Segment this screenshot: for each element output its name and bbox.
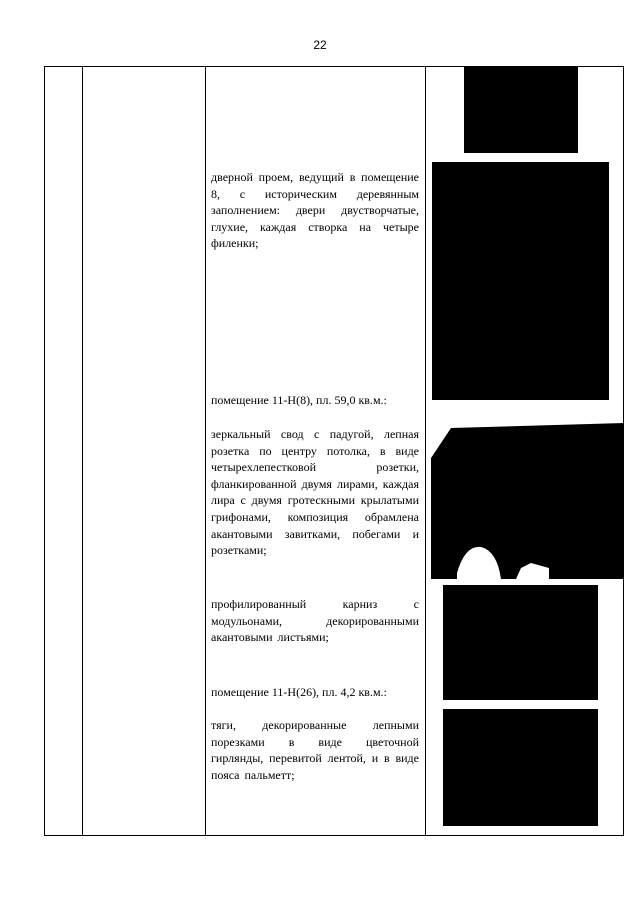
entry-doorway: дверной проем, ведущий в помещение 8, с историческим деревянным заполнением: двери двустворчатые, глухие, каждая створка на четыре филенки;: [211, 170, 419, 251]
entry-room-11n26: помещение 11-Н(26), пл. 4,2 кв.м.:: [211, 685, 387, 699]
column-divider-1: [82, 66, 83, 836]
photo-redacted-2: [432, 162, 609, 400]
entry-room-11n8: помещение 11-Н(8), пл. 59,0 кв.м.:: [211, 393, 387, 407]
column-divider-2: [205, 66, 206, 836]
photo-redacted-4: [443, 585, 598, 700]
entry-cornice: профилированный карниз с модульонами, декорированными акантовыми листьями;: [211, 597, 419, 645]
column-divider-3: [425, 66, 426, 836]
photo-redacted-5: [443, 709, 598, 826]
photo-redacted-1: [464, 67, 578, 153]
page-number: 22: [313, 38, 327, 52]
entry-vault: зеркальный свод с падугой, лепная розетка по центру потолка, в виде четырехлепестковой розетки, фланкированной двумя лирами, каждая лира с двумя гротескными крылатыми грифонами, композиция обрамлена акантовыми завитками, побегами и розетками;: [211, 427, 419, 558]
entry-rods: тяги, декорированные лепными порезками в виде цветочной гирлянды, перевитой лентой, и в виде пояса пальметт;: [211, 718, 419, 782]
photo-redacted-3: [431, 423, 624, 579]
